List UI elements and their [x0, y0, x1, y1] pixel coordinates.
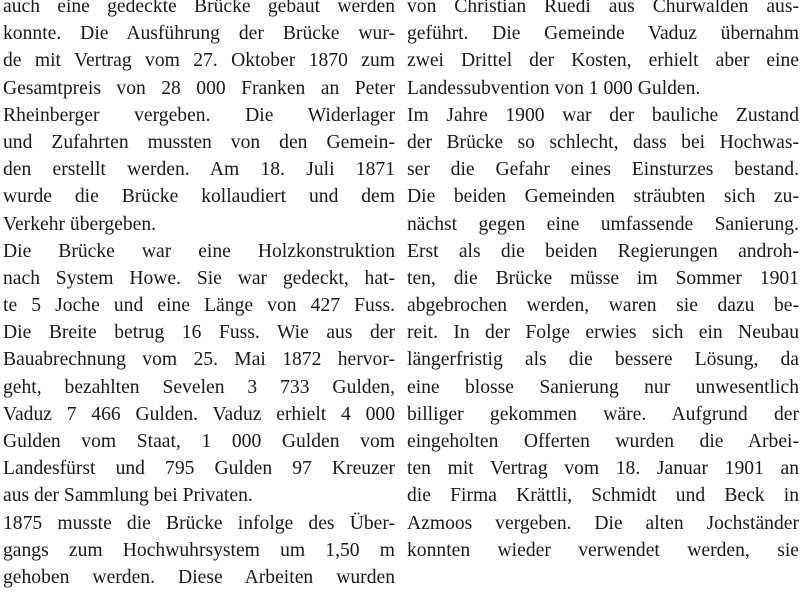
text-line: de mit Vertrag vom 27. Oktober 1870 zum [3, 50, 395, 72]
text-line: den erstellt werden. Am 18. Juli 1871 [3, 159, 395, 181]
text-line: Gulden vom Staat, 1 000 Gulden vom [3, 431, 395, 452]
text-line: Die Brücke war eine Holzkonstruktion [3, 240, 395, 262]
text-line: Vaduz 7 466 Gulden. Vaduz erhielt 4 000 [3, 403, 395, 425]
text-line: Im Jahre 1900 war der bauliche Zustand [407, 104, 799, 126]
text-line: die Firma Krättli, Schmidt und Beck in [407, 485, 799, 507]
text-line: te 5 Joche und eine Länge von 427 Fuss. [3, 295, 395, 317]
text-line: Rheinberger vergeben. Die Widerlager [3, 104, 395, 126]
text-line: Erst als die beiden Regierungen androh- [407, 240, 799, 262]
text-line: ser die Gefahr eines Einsturzes bestand. [407, 159, 799, 181]
text-line: abgebrochen werden, waren sie dazu be- [407, 295, 799, 317]
text-line: eingeholten Offerten wurden die Arbei- [407, 431, 799, 452]
text-line: geführt. Die Gemeinde Vaduz übernahm [407, 23, 799, 45]
text-line: Gesamtpreis von 28 000 Franken an Peter [3, 77, 395, 99]
text-line: konnte. Die Ausführung der Brücke wur- [3, 23, 395, 45]
text-line: Landesfürst und 795 Gulden 97 Kreuzer [3, 458, 395, 480]
text-line: ten mit Vertrag vom 18. Januar 1901 an [407, 458, 799, 480]
text-line: billiger gekommen wäre. Aufgrund der [407, 403, 799, 425]
text-line: geht, bezahlten Sevelen 3 733 Gulden, [3, 376, 395, 398]
text-line: von Christian Ruedi aus Churwalden aus- [407, 0, 799, 17]
text-line: Bauabrechnung vom 25. Mai 1872 hervor- [3, 349, 395, 371]
text-line: Verkehr übergeben. [3, 213, 157, 235]
text-line: Landessubvention von 1 000 Gulden. [407, 77, 701, 99]
text-line: wurde die Brücke kollaudiert und dem [3, 186, 395, 208]
text-line: Azmoos vergeben. Die alten Jochständer [407, 512, 799, 534]
text-line: nächst gegen eine umfassende Sanierung. [407, 213, 799, 235]
text-line: gehoben werden. Diese Arbeiten wurden [3, 566, 395, 588]
text-line: und Zufahrten mussten von den Gemein- [3, 131, 395, 153]
right-text-column [407, 0, 799, 564]
text-line: Die Breite betrug 16 Fuss. Wie aus der [3, 322, 395, 344]
text-line: Die beiden Gemeinden sträubten sich zu- [407, 186, 799, 208]
text-line: 1875 musste die Brücke infolge des Über- [3, 512, 395, 534]
text-line: auch eine gedeckte Brücke gebaut werden [3, 0, 395, 17]
left-text-column [3, 0, 395, 591]
text-line: längerfristig als die bessere Lösung, da [407, 349, 799, 371]
text-line: eine blosse Sanierung nur unwesentlich [407, 376, 799, 398]
text-line: ten, die Brücke müsse im Sommer 1901 [407, 267, 799, 289]
text-line: aus der Sammlung bei Privaten. [3, 485, 253, 507]
text-line: reit. In der Folge erwies sich ein Neubau [407, 322, 799, 344]
text-line: zwei Drittel der Kosten, erhielt aber eine [407, 50, 799, 72]
text-line: nach System Howe. Sie war gedeckt, hat- [3, 267, 395, 289]
text-line: der Brücke so schlecht, dass bei Hochwas- [407, 131, 799, 153]
text-line: gangs zum Hochwuhrsystem um 1,50 m [3, 539, 395, 561]
text-line: konnten wieder verwendet werden, sie [407, 539, 799, 561]
